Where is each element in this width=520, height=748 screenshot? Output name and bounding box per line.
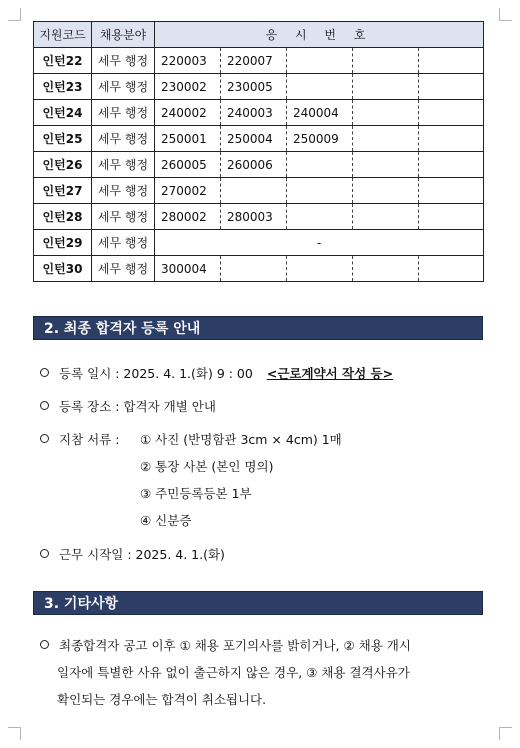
table-row (34, 48, 484, 74)
document-item: ① 사진 (반명함관 3cm × 4cm) 1매 (140, 432, 342, 447)
exam-number-cell: 250009 (287, 126, 353, 152)
exam-number-cell (287, 74, 353, 100)
exam-number-cell: 240004 (287, 100, 353, 126)
exam-number-cell (287, 256, 353, 282)
exam-number-cell (419, 48, 484, 74)
exam-number-cell (353, 100, 419, 126)
exam-number-table (33, 21, 484, 282)
exam-number-cell: 280002 (155, 204, 221, 230)
required-documents: 지참 서류 : (40, 430, 119, 448)
row-field: 세무 행정 (92, 152, 155, 178)
exam-number-cell (353, 126, 419, 152)
table-row (34, 230, 484, 256)
exam-number-cell (287, 204, 353, 230)
exam-number-cell: 220003 (155, 48, 221, 74)
row-field: 세무 행정 (92, 230, 155, 256)
exam-number-cell (353, 74, 419, 100)
exam-number-cell (419, 204, 484, 230)
row-code: 인턴25 (34, 126, 92, 152)
exam-number-cell: 270002 (155, 178, 221, 204)
page-corner-mark (499, 727, 512, 740)
table-row (34, 126, 484, 152)
exam-number-cell: 230005 (221, 74, 287, 100)
exam-number-cell: 240003 (221, 100, 287, 126)
table-row (34, 74, 484, 100)
row-code: 인턴30 (34, 256, 92, 282)
table-row (34, 178, 484, 204)
header-exam-number: 응 시 번 호 (155, 22, 484, 48)
exam-number-cell (353, 256, 419, 282)
row-field: 세무 행정 (92, 74, 155, 100)
row-code: 인턴29 (34, 230, 92, 256)
document-item: ④ 신분증 (140, 513, 192, 528)
row-field: 세무 행정 (92, 178, 155, 204)
exam-number-cell (287, 48, 353, 74)
exam-number-cell (353, 152, 419, 178)
exam-number-cell: 280003 (221, 204, 287, 230)
registration-place: 등록 장소 : 합격자 개별 안내 (40, 397, 216, 415)
section-3-header: 3. 기타사항 (33, 591, 483, 615)
registration-time: 등록 일시 : 2025. 4. 1.(화) 9 : 00 <근로계약서 작성 등> (40, 364, 393, 382)
table-row (34, 152, 484, 178)
exam-number-cell: 230002 (155, 74, 221, 100)
page-corner-mark (8, 727, 21, 740)
row-code: 인턴22 (34, 48, 92, 74)
exam-number-cell (221, 256, 287, 282)
exam-number-cell: 250004 (221, 126, 287, 152)
exam-number-cell (419, 256, 484, 282)
exam-number-cell (353, 178, 419, 204)
page-corner-mark (499, 8, 512, 21)
exam-number-cell: 300004 (155, 256, 221, 282)
table-header-row (34, 22, 484, 48)
row-field: 세무 행정 (92, 100, 155, 126)
circle-bullet-icon (40, 549, 49, 558)
document-item: ③ 주민등록등본 1부 (140, 486, 252, 501)
row-code: 인턴26 (34, 152, 92, 178)
work-start-date: 근무 시작일 : 2025. 4. 1.(화) (40, 545, 225, 563)
row-field: 세무 행정 (92, 256, 155, 282)
exam-number-cell: 240002 (155, 100, 221, 126)
exam-number-cell (419, 100, 484, 126)
row-code: 인턴24 (34, 100, 92, 126)
exam-number-cell (287, 152, 353, 178)
row-field: 세무 행정 (92, 48, 155, 74)
page-corner-mark (8, 8, 21, 21)
exam-number-cell: 260006 (221, 152, 287, 178)
exam-number-cell (221, 178, 287, 204)
row-field: 세무 행정 (92, 204, 155, 230)
row-field: 세무 행정 (92, 126, 155, 152)
document-item: ② 통장 사본 (본인 명의) (140, 459, 274, 474)
other-notes-paragraph: 최종합격자 공고 이후 ① 채용 포기의사를 밝히거나, ② 채용 개시 일자에 특별한 사유 없이 출근하지 않은 경우, ③ 채용 결격사유가 확인되는 경우에는 합격이 취소됩니다. (40, 632, 488, 713)
exam-number-cell (419, 126, 484, 152)
row-code: 인턴23 (34, 74, 92, 100)
row-code: 인턴27 (34, 178, 92, 204)
circle-bullet-icon (40, 368, 49, 377)
row-code: 인턴28 (34, 204, 92, 230)
exam-number-cell: 260005 (155, 152, 221, 178)
table-row (34, 204, 484, 230)
row-no-candidates: - (155, 230, 484, 256)
exam-number-cell (419, 178, 484, 204)
exam-number-cell (353, 204, 419, 230)
section-2-header: 2. 최종 합격자 등록 안내 (33, 316, 483, 340)
contract-note: <근로계약서 작성 등> (266, 366, 394, 381)
header-code: 지원코드 (34, 22, 92, 48)
exam-number-cell: 220007 (221, 48, 287, 74)
circle-bullet-icon (40, 640, 49, 649)
circle-bullet-icon (40, 434, 49, 443)
exam-number-cell (353, 48, 419, 74)
circle-bullet-icon (40, 401, 49, 410)
exam-number-cell (419, 74, 484, 100)
exam-number-cell (419, 152, 484, 178)
table-row (34, 100, 484, 126)
table-row (34, 256, 484, 282)
exam-number-cell (287, 178, 353, 204)
exam-number-cell: 250001 (155, 126, 221, 152)
header-field: 채용분야 (92, 22, 155, 48)
